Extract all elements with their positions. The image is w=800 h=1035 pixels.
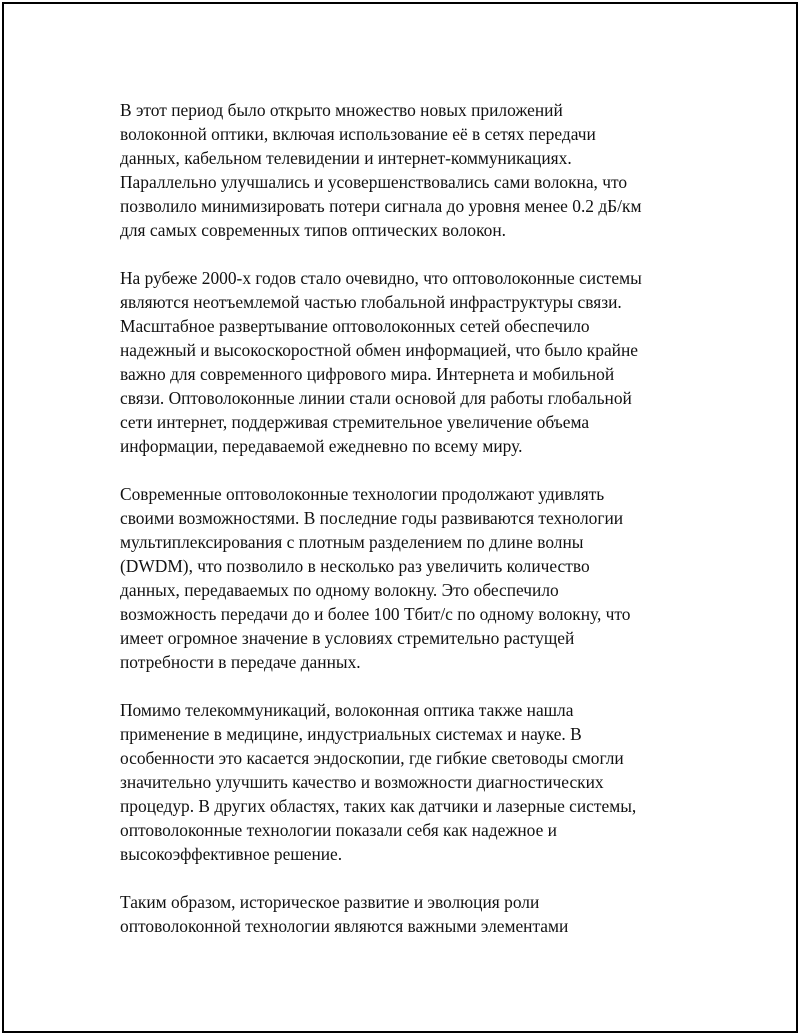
text-line: (DWDM), что позволило в несколько раз увеличить количество bbox=[120, 556, 590, 576]
text-line: В этот период было открыто множество новых приложений bbox=[120, 100, 563, 120]
paragraph-5 bbox=[120, 890, 692, 938]
text-line: данных, кабельном телевидении и интернет-коммуникациях. bbox=[120, 148, 572, 168]
page-frame bbox=[2, 2, 798, 1033]
text-line: На рубеже 2000-х годов стало очевидно, что оптоволоконные системы bbox=[120, 268, 642, 288]
text-line: для самых современных типов оптических волокон. bbox=[120, 220, 506, 240]
text-line: важно для современного цифрового мира. Интернета и мобильной bbox=[120, 364, 615, 384]
text-line: информации, передаваемой ежедневно по всему миру. bbox=[120, 436, 523, 456]
text-line: Таким образом, историческое развитие и эволюция роли bbox=[120, 892, 540, 912]
text-line: потребности в передаче данных. bbox=[120, 652, 361, 672]
text-line: применение в медицине, индустриальных системах и науке. В bbox=[120, 724, 582, 744]
paragraph-1 bbox=[120, 98, 692, 242]
text-line: надежный и высокоскоростной обмен информацией, что было крайне bbox=[120, 340, 638, 360]
text-line: Масштабное развертывание оптоволоконных сетей обеспечило bbox=[120, 316, 590, 336]
paragraph-2 bbox=[120, 266, 692, 458]
text-line: своими возможностями. В последние годы развиваются технологии bbox=[120, 508, 624, 528]
text-line: позволило минимизировать потери сигнала до уровня менее 0.2 дБ/км bbox=[120, 196, 642, 216]
text-line: имеет огромное значение в условиях стремительно растущей bbox=[120, 628, 575, 648]
text-line: процедур. В других областях, таких как датчики и лазерные системы, bbox=[120, 796, 637, 816]
text-line: Помимо телекоммуникаций, волоконная оптика также нашла bbox=[120, 700, 574, 720]
text-line: мультиплексирования с плотным разделением по длине волны bbox=[120, 532, 584, 552]
text-line: высокоэффективное решение. bbox=[120, 844, 343, 864]
text-line: волоконной оптики, включая использование её в сетях передачи bbox=[120, 124, 596, 144]
document-body bbox=[120, 98, 692, 962]
text-line: значительно улучшить качество и возможности диагностических bbox=[120, 772, 604, 792]
text-line: сети интернет, поддерживая стремительное увеличение объема bbox=[120, 412, 590, 432]
text-line: Параллельно улучшались и усовершенствовались сами волокна, что bbox=[120, 172, 628, 192]
paragraph-4 bbox=[120, 698, 692, 866]
paragraph-3 bbox=[120, 482, 692, 674]
text-line: оптоволоконной технологии являются важными элементами bbox=[120, 916, 569, 936]
text-line: данных, передаваемых по одному волокну. Это обеспечило bbox=[120, 580, 559, 600]
text-line: возможность передачи до и более 100 Тбит/с по одному волокну, что bbox=[120, 604, 631, 624]
text-line: являются неотъемлемой частью глобальной инфраструктуры связи. bbox=[120, 292, 622, 312]
text-line: особенности это касается эндоскопии, где гибкие световоды смогли bbox=[120, 748, 624, 768]
text-line: Современные оптоволоконные технологии продолжают удивлять bbox=[120, 484, 605, 504]
text-line: связи. Оптоволоконные линии стали основой для работы глобальной bbox=[120, 388, 632, 408]
text-line: оптоволоконные технологии показали себя как надежное и bbox=[120, 820, 557, 840]
